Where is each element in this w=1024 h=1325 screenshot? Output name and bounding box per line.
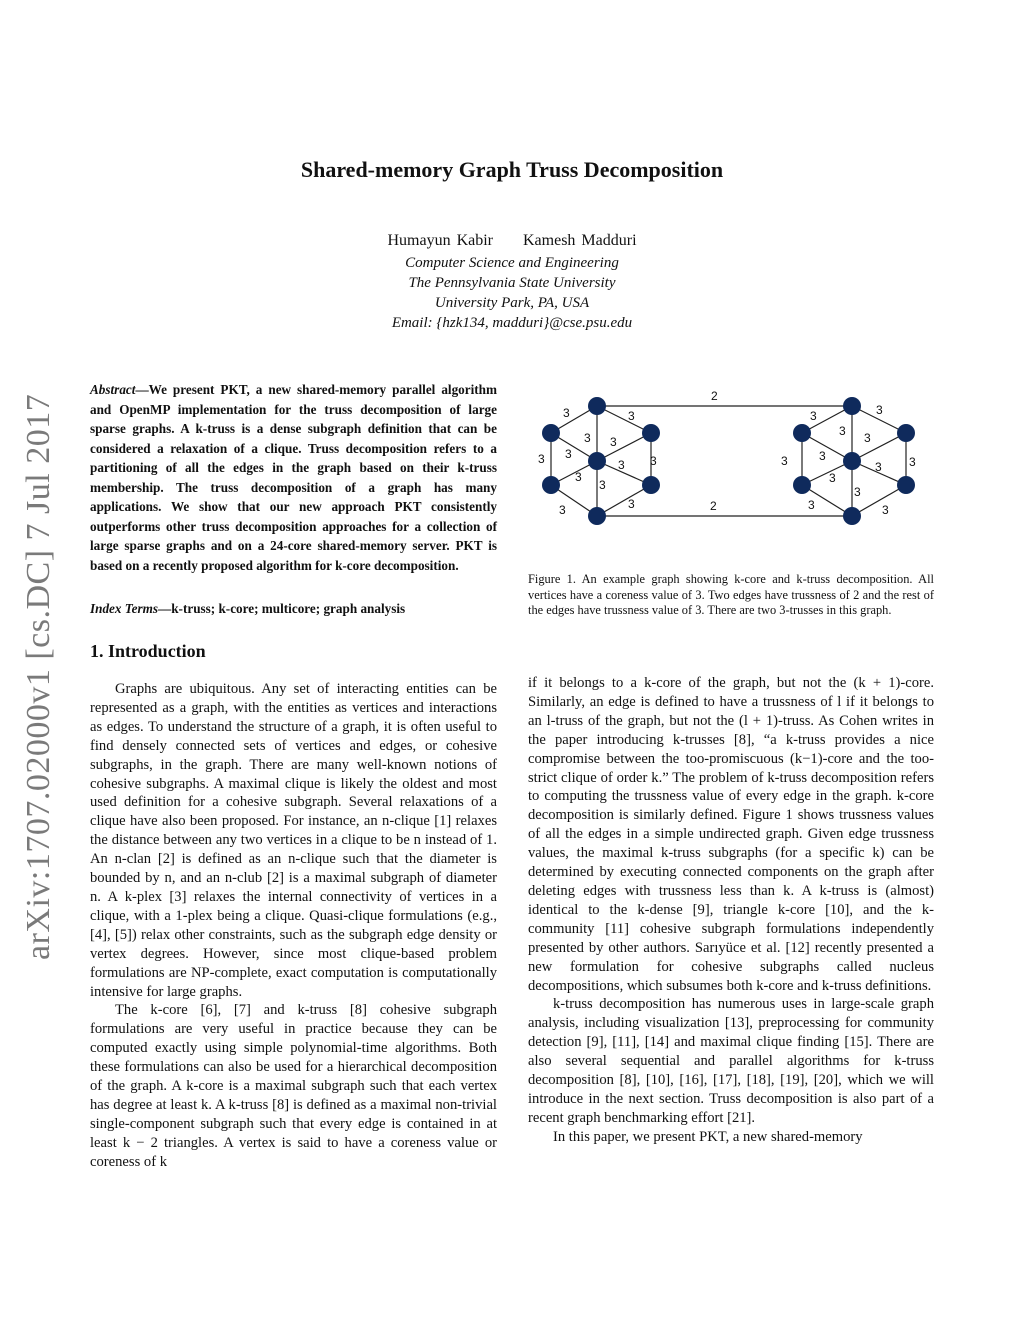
- edge-label: 3: [610, 435, 617, 449]
- arxiv-stamp: arXiv:1707.02000v1 [cs.DC] 7 Jul 2017: [20, 393, 57, 960]
- section-heading: 1. Introduction: [90, 641, 206, 661]
- graph-vertex: [588, 507, 606, 525]
- paragraph: In this paper, we present PKT, a new shared-memory: [553, 1128, 863, 1145]
- paragraph: Graphs are ubiquitous. Any set of interacting entities can be represented as a graph, with the entities as vertices and interactions as edges. To understand the structure of a graph, it is often useful to find densely connected sets of vertices and edges, or cohesive subgraphs, in the graph. There are many well-known notions of cohesive subgraphs. A maximal clique is likely the oldest and most used definition for a cohesive subgraph. Several relaxations of a clique have also been proposed. For instance, an n-clique [1] relaxes the distance between any two vertices in a clique to be n instead of 1. An n-clan [2] is defined as an n-clique such that the diameter is bounded by n, and an n-club [2] is a maximal subgraph of diameter n. A k-plex [3] relaxes the internal connectivity of vertices in a clique, with a 1-plex being a clique. Quasi-clique formulations (e.g., [4], [5]) relax other constraints, such as the subgraph edge density or vertex degrees. However, since most clique-based problem formulations are NP-complete, exact computation is computationally intensive for large graphs.: [90, 681, 497, 1000]
- right-column-text: [528, 674, 934, 1147]
- edge-label: 3: [819, 449, 826, 463]
- paragraph: The k-core [6], [7] and k-truss [8] cohesive subgraph formulations are very useful in practice because they can be computed exactly using simple polynomial-time algorithms. Both these formulations can also be used for a hierarchical decomposition of the graph. A k-core is a maximal subgraph such that each vertex has degree at least k. A k-truss [8] is defined as a maximal non-trivial single-component subgraph such that every edge is contained in at least k − 2 triangles. A vertex is said to have a coreness value or coreness of k: [90, 1002, 497, 1170]
- graph-vertex: [793, 424, 811, 442]
- graph-vertex: [588, 452, 606, 470]
- affiliation-line: University Park, PA, USA: [434, 295, 590, 311]
- edge-label: 3: [599, 478, 606, 492]
- author-name: Kamesh Madduri: [523, 232, 637, 249]
- graph-vertex: [542, 424, 560, 442]
- graph-vertex: [588, 397, 606, 415]
- edge-label: 3: [559, 503, 566, 517]
- figure-caption: Figure 1. An example graph showing k-core and k-truss decomposition. All vertices have a coreness value of 3. Two edges have trussness of 2 and the rest of the edges have trussness value of 3. There are two 3-trusses in this graph.: [528, 572, 934, 617]
- edge-label: 3: [829, 471, 836, 485]
- index-label: Index Terms: [90, 601, 159, 616]
- abstract-label: Abstract: [90, 382, 136, 397]
- edge-label: 3: [875, 460, 882, 474]
- graph-vertex: [542, 476, 560, 494]
- edge-label: 3: [565, 447, 572, 461]
- author-name: Humayun Kabir: [387, 232, 493, 249]
- edge-label: 3: [575, 470, 582, 484]
- paragraph: if it belongs to a k-core of the graph, but not the (k + 1)-core. Similarly, an edge is defined to have a trussness of l if it belongs to an l-truss of the graph, but not the (l + 1)-truss. As Cohen writes in the paper introducing k-trusses [8], “a k-truss provides a nice compromise between the too-promiscuous (k−1)-core and the too-strict clique of order k.” The problem of k-truss decomposition refers to computing the trussness value of every edge in the graph. k-core decomposition is similarly defined. Figure 1 shows trussness values of all the edges in a simple undirected graph. Given edge trussness values, the maximal k-truss subgraphs (for a specific k) can be determined by executing connected components on the graph after deleting edges with trussness less than k. A k-truss is (almost) identical to the k-dense [9], triangle k-core [10], and the k-community [11] cohesive subgraph formulations independently presented by other authors. Sarıyüce et al. [12] recently presented a new formulation for cohesive subgraphs called nucleus decompositions, which subsumes both k-core and k-truss definitions.: [528, 675, 934, 994]
- edge-label: 3: [584, 431, 591, 445]
- edge-label: 3: [854, 485, 861, 499]
- graph-vertex: [897, 424, 915, 442]
- graph-diagram: [530, 384, 930, 532]
- affiliation-email: Email: {hzk134, madduri}@cse.psu.edu: [391, 315, 633, 331]
- affiliation-line: Computer Science and Engineering: [405, 255, 619, 271]
- edge-label: 2: [710, 499, 717, 513]
- affiliation-line: The Pennsylvania State University: [408, 275, 616, 291]
- paragraph: k-truss decomposition has numerous uses in large-scale graph analysis, including visualization [13], preprocessing for community detection [9], [11], [14] and maximal clique finding [15]. There are also several sequential and parallel algorithms for k-truss decomposition [8], [10], [16], [17], [18], [19], [20], which we will introduce in the next section. Truss decomposition is also part of a recent graph benchmarking effort [21].: [528, 996, 934, 1126]
- graph-vertex: [642, 476, 660, 494]
- index-terms: [90, 600, 497, 619]
- edge-label: 3: [538, 452, 545, 466]
- index-text: —k-truss; k-core; multicore; graph analysis: [158, 601, 406, 616]
- edge-label: 2: [711, 389, 718, 403]
- edge-label: 3: [628, 409, 635, 423]
- graph-vertex: [843, 452, 861, 470]
- graph-vertex: [843, 507, 861, 525]
- graph-vertex: [897, 476, 915, 494]
- edge-label: 3: [628, 497, 635, 511]
- author-list: [0, 232, 1024, 250]
- edge-label: 3: [882, 503, 889, 517]
- graph-vertex: [642, 424, 660, 442]
- figure-1: [530, 384, 930, 532]
- graph-vertex: [793, 476, 811, 494]
- edge-label: 3: [618, 458, 625, 472]
- abstract-text: —We present PKT, a new shared-memory parallel algorithm and OpenMP implementation for the truss decomposition of large sparse graphs. A k-truss is a dense subgraph definition that can be considered a relaxation of a clique. Truss decomposition refers to a partitioning of all the edges in the graph based on their k-truss membership. The truss decomposition of a graph has many applications. We show that our new approach PKT consistently outperforms other truss decomposition approaches for a collection of large sparse graphs and on a 24-core shared-memory server. PKT is based on a recently proposed algorithm for k-core decomposition.: [90, 382, 497, 573]
- abstract: [90, 380, 497, 575]
- edge-label: 3: [810, 409, 817, 423]
- edge-label: 3: [864, 431, 871, 445]
- edge-label: 3: [876, 403, 883, 417]
- edge-label: 3: [808, 498, 815, 512]
- paper-title: Shared-memory Graph Truss Decomposition: [300, 157, 724, 182]
- edge-label: 3: [650, 454, 657, 468]
- edge-label: 3: [839, 424, 846, 438]
- edge-label: 3: [563, 406, 570, 420]
- left-column-text: [90, 680, 497, 1172]
- graph-vertex: [843, 397, 861, 415]
- graph-vertices: [542, 397, 915, 525]
- edge-label: 3: [781, 454, 788, 468]
- edge-label: 3: [909, 455, 916, 469]
